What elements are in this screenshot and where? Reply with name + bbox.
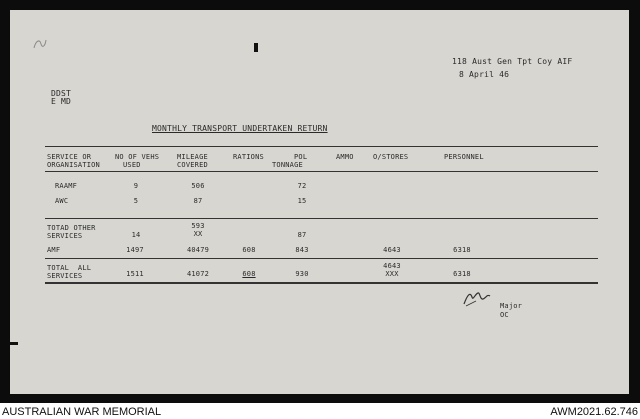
addressee-line-1: DDST bbox=[51, 89, 72, 98]
amf-vehs: 1497 bbox=[126, 246, 144, 254]
archive-credit: AUSTRALIAN WAR MEMORIAL bbox=[2, 406, 162, 418]
total-rule bbox=[45, 258, 598, 259]
col-personnel: PERSONNEL bbox=[444, 153, 484, 161]
edge-mark bbox=[10, 342, 18, 345]
raamf-vehs: 9 bbox=[133, 182, 139, 190]
total-all-ostores-1: 4643 bbox=[383, 262, 401, 270]
awc-vehs: 5 bbox=[133, 197, 139, 205]
table-row-amf-name: AMF bbox=[47, 246, 61, 254]
total-other-mileage-1: 593 bbox=[191, 222, 205, 230]
total-all-vehs: 1511 bbox=[126, 270, 144, 278]
total-all-name-1: TOTAL ALL bbox=[47, 264, 92, 272]
total-all-personnel: 6318 bbox=[453, 270, 471, 278]
awc-pol: 15 bbox=[297, 197, 307, 205]
table-top-rule bbox=[45, 146, 598, 147]
raamf-pol: 72 bbox=[297, 182, 307, 190]
table-bottom-rule bbox=[45, 282, 598, 284]
raamf-mileage: 506 bbox=[191, 182, 205, 190]
total-other-pol: 87 bbox=[297, 231, 307, 239]
col-pol-2: TONNAGE bbox=[272, 161, 303, 169]
col-service-1: SERVICE OR bbox=[47, 153, 92, 161]
pencil-mark-icon bbox=[32, 36, 50, 52]
total-all-pol: 930 bbox=[295, 270, 309, 278]
table-row-raamf-name: RAAMF bbox=[55, 182, 78, 190]
amf-pol: 843 bbox=[295, 246, 309, 254]
amf-rations: 608 bbox=[242, 246, 256, 254]
amf-personnel: 6318 bbox=[453, 246, 471, 254]
total-all-rations: 608 bbox=[242, 270, 256, 278]
amf-ostores: 4643 bbox=[383, 246, 401, 254]
col-mileage-2: COVERED bbox=[177, 161, 208, 169]
total-other-name-2: SERVICES bbox=[47, 232, 83, 240]
signature-role: OC bbox=[500, 311, 509, 319]
total-other-mileage-2: XX bbox=[193, 230, 203, 238]
unit-name: 118 Aust Gen Tpt Coy AIF bbox=[452, 57, 573, 66]
subtotal-rule bbox=[45, 218, 598, 219]
document-date: 8 April 46 bbox=[459, 70, 510, 79]
col-ammo: AMMO bbox=[336, 153, 354, 161]
col-pol-1: POL bbox=[294, 153, 308, 161]
col-ostores: O/STORES bbox=[373, 153, 409, 161]
total-other-vehs: 14 bbox=[131, 231, 141, 239]
handwritten-signature-icon bbox=[462, 288, 492, 308]
table-row-awc-name: AWC bbox=[55, 197, 69, 205]
signature-rank: Major bbox=[500, 302, 523, 310]
archive-reference: AWM2021.62.746 bbox=[550, 406, 638, 418]
col-vehs-2: USED bbox=[123, 161, 141, 169]
total-other-name-1: TOTAD OTHER bbox=[47, 224, 96, 232]
amf-mileage: 40479 bbox=[186, 246, 210, 254]
addressee-line-2: E MD bbox=[51, 97, 72, 106]
page-title: MONTHLY TRANSPORT UNDERTAKEN RETURN bbox=[152, 124, 328, 133]
col-vehs-1: NO OF VEHS bbox=[115, 153, 160, 161]
col-service-2: ORGANISATION bbox=[47, 161, 100, 169]
total-all-ostores-2: XXX bbox=[385, 270, 399, 278]
col-mileage-1: MILEAGE bbox=[177, 153, 208, 161]
total-all-name-2: SERVICES bbox=[47, 272, 83, 280]
header-bottom-rule bbox=[45, 171, 598, 172]
col-rations: RATIONS bbox=[233, 153, 264, 161]
total-all-mileage: 41072 bbox=[186, 270, 210, 278]
ink-smudge bbox=[254, 43, 258, 52]
awc-mileage: 87 bbox=[193, 197, 203, 205]
